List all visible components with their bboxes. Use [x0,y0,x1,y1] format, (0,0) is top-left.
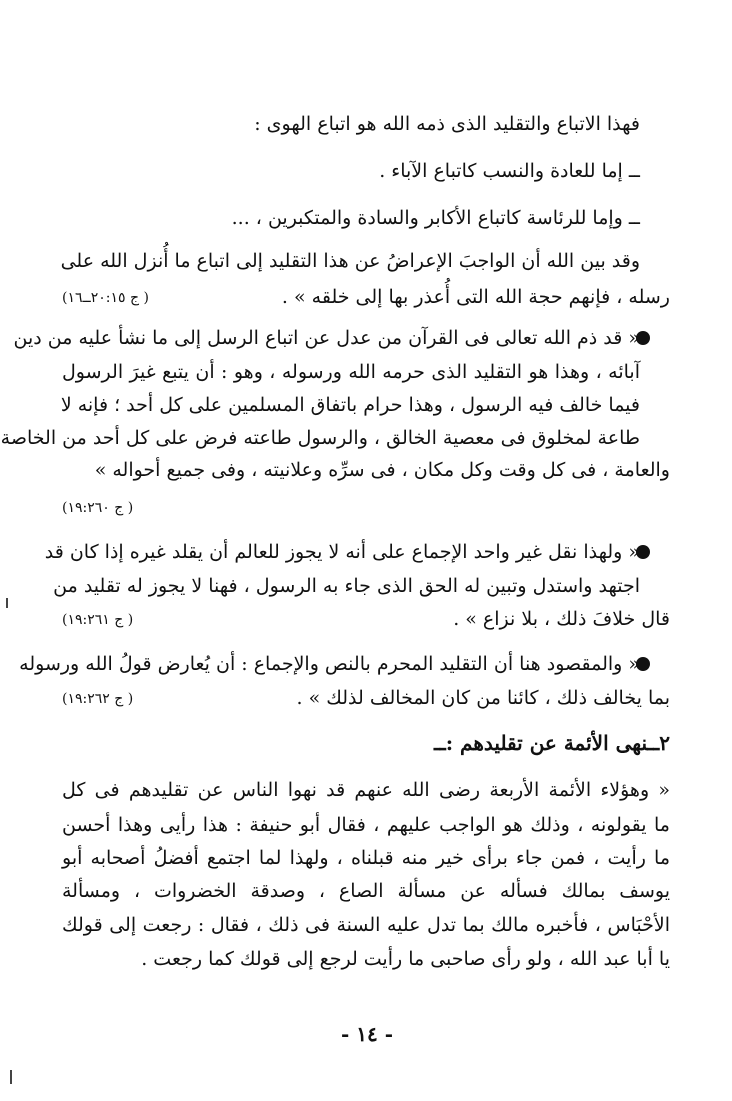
quote2-line-1: « ولهذا نقل غير واحد الإجماع على أنه لا يجوز للعالم أن يقلد غيره إذا كان قد [44,541,640,563]
quote1-line-4: طاعة لمخلوق فى معصية الخالق ، والرسول طاعته فرض على كل أحد من الخاصة [0,427,640,449]
page-number: - ١٤ - [340,1022,393,1046]
intro-line-2: ــ إما للعادة والنسب كاتباع الآباء . [379,160,640,182]
scan-mark [6,598,8,608]
section-heading: ٢ــنهى الأئمة عن تقليدهم :ــ [433,731,670,755]
para1-line-2: رسله ، فإنهم حجة الله التى أُعذر بها إلى خلقه » . [281,286,670,308]
intro-line-1: فهذا الاتباع والتقليد الذى ذمه الله هو اتباع الهوى : [254,113,640,135]
para2-line-1: « وهؤلاء الأئمة الأربعة رضى الله عنهم قد نهوا الناس عن تقليدهم فى كل [62,779,670,801]
para2-line-6: يا أبا عبد الله ، ولو رأى صاحبى ما رأيت لرجع إلى قولك كما رجعت . [141,948,670,970]
quote3-reference: ( ج ١٩:٢٦٢) [62,691,134,707]
para2-line-3: ما رأيت ، فمن جاء برأى خير منه قبلناه ، ولهذا لما اجتمع أفضلُ أصحابه أبو [62,847,670,869]
para2-line-4: يوسف بمالك فسأله عن مسألة الصاع ، وصدقة الخضروات ، ومسألة [62,880,670,902]
para1-reference: ( ج ٢٠:١٥ــ١٦) [62,290,149,306]
quote1-line-3: فيما خالف فيه الرسول ، وهذا حرام باتفاق المسلمين على كل أحد ؛ فإنه لا [60,394,640,416]
quote1-line-2: آبائه ، وهذا هو التقليد الذى حرمه الله ورسوله ، وهو : أن يتبع غيرَ الرسول [62,361,640,383]
quote2-line-2: اجتهد واستدل وتبين له الحق الذى جاء به الرسول ، فهنا لا يجوز له تقليد من [53,575,640,597]
quote3-line-1: « والمقصود هنا أن التقليد المحرم بالنص والإجماع : أن يُعارض قولُ الله ورسوله [19,653,640,675]
para1-line-1: وقد بين الله أن الواجبَ الإعراضُ عن هذا التقليد إلى اتباع ما أُنزل الله على [60,250,640,272]
intro-line-3: ــ وإما للرئاسة كاتباع الأكابر والسادة والمتكبرين ، ... [231,207,640,229]
quote1-reference: ( ج ١٩:٢٦٠) [62,500,134,516]
quote1-line-1: « قد ذم الله تعالى فى القرآن من عدل عن اتباع الرسل إلى ما نشأ عليه من دين [13,327,640,349]
scan-mark [10,1070,12,1084]
para2-line-5: الأحْبَاس ، فأخبره مالك بما تدل عليه السنة فى ذلك ، فقال : رجعت إلى قولك [62,914,670,936]
quote3-line-2: بما يخالف ذلك ، كائنا من كان المخالف لذلك » . [296,687,670,709]
quote2-reference: ( ج ١٩:٢٦١) [62,612,134,628]
para2-line-2: ما يقولونه ، وذلك هو الواجب عليهم ، فقال أبو حنيفة : هذا رأيى وهذا أحسن [62,814,670,836]
quote2-line-3: قال خلافَ ذلك ، بلا نزاع » . [453,608,670,630]
quote1-line-5: والعامة ، فى كل وقت وكل مكان ، فى سرِّه وعلانيته ، وفى جميع أحواله » [94,459,670,481]
